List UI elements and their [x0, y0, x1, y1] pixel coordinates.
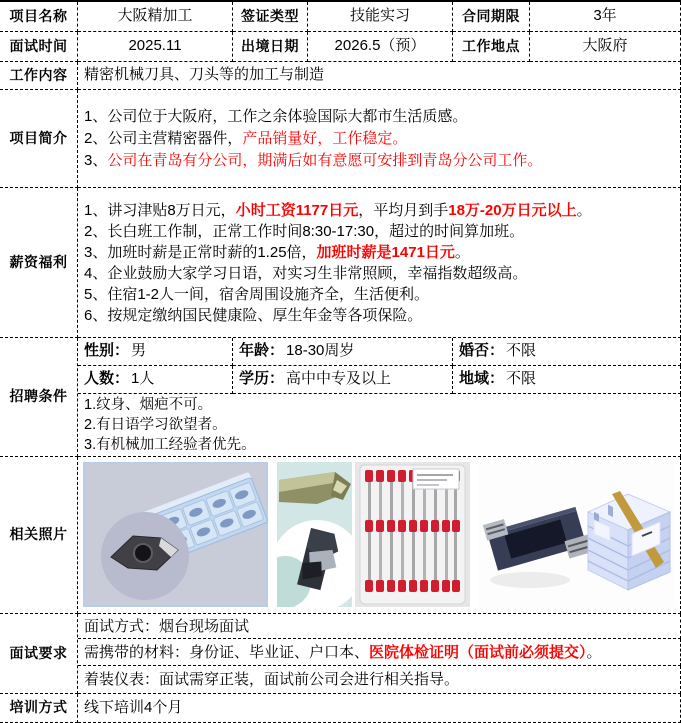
project-intro-line: 3、公司在青岛有分公司，期满后如有意愿可安排到青岛分公司工作。: [84, 151, 543, 169]
dress-code-row: [78, 666, 681, 694]
salary-line: 2、长白班工作制，正常工作时间8:30-17:30，超过的时间算加班。: [84, 222, 525, 240]
photos-label: 相关照片: [0, 457, 78, 614]
interview-time-label: 面试时间: [0, 32, 78, 62]
recruit-conditions-label: 招聘条件: [0, 338, 78, 457]
salary-line: 4、企业鼓励大家学习日语，对实习生非常照顾，幸福指数超级高。: [84, 264, 528, 282]
marital-status-value: 不限: [506, 342, 537, 360]
education-cell: [233, 366, 453, 394]
contract-term-label: 合同期限: [453, 2, 530, 32]
interview-method-text: 面试方式：烟台现场面试: [84, 617, 250, 635]
recruit-note: 2.有日语学习欲望者。: [84, 417, 227, 433]
work-content-label: 工作内容: [0, 62, 78, 90]
gender-value: 男: [131, 342, 147, 360]
salary-line: 1、讲习津贴8万日元，小时工资1177日元，平均月到手18万-20万日元以上。: [84, 201, 592, 219]
education-value: 高中中专及以上: [286, 370, 392, 388]
bagged-carbide-rods-photo: [355, 462, 470, 607]
gender-label: 性别：: [84, 342, 130, 360]
interview-requirements-label: 面试要求: [0, 614, 78, 694]
education-label: 学历：: [239, 370, 285, 388]
training-method-value: 线下培训4个月: [78, 694, 681, 723]
headcount-label: 人数：: [84, 370, 130, 388]
project-intro-line: 1、公司位于大阪府，工作之余体验国际大都市生活质感。: [84, 107, 468, 125]
interview-method-row: [78, 614, 681, 639]
project-name-value: 大阪精加工: [78, 2, 233, 32]
project-intro-line: 2、公司主营精密器件，产品销量好，工作稳定。: [84, 129, 408, 147]
project-name-label: 项目名称: [0, 2, 78, 32]
departure-date-label: 出境日期: [233, 32, 308, 62]
recruit-notes: [78, 394, 681, 457]
interview-time-value: 2025.11: [78, 32, 233, 62]
region-label: 地域：: [459, 370, 505, 388]
departure-date-value: 2026.5（预）: [308, 32, 453, 62]
required-materials-text: 需携带的材料：身份证、毕业证、户口本、医院体检证明（面试前必须提交）。: [84, 643, 602, 661]
project-intro-label: 项目简介: [0, 90, 78, 188]
salary-line: 3、加班时薪是正常时薪的1.25倍，加班时薪是1471日元。: [84, 243, 470, 261]
work-location-value: 大阪府: [530, 32, 681, 62]
grooving-tool-and-box-stack-photo: [478, 462, 675, 607]
work-location-label: 工作地点: [453, 32, 530, 62]
recruit-note: 3.有机械加工经验者优先。: [84, 437, 256, 453]
project-intro-content: [78, 90, 681, 188]
training-method-label: 培训方式: [0, 694, 78, 723]
region-cell: [453, 366, 681, 394]
milling-cutters-photo: [277, 462, 352, 607]
headcount-value: 1人: [131, 370, 155, 388]
required-materials-row: [78, 639, 681, 666]
headcount-cell: [78, 366, 233, 394]
salary-benefits-label: 薪资福利: [0, 188, 78, 338]
cutting-insert-and-tray-photo: [83, 462, 268, 607]
marital-status-cell: [453, 338, 681, 366]
recruit-note: 1.纹身、烟疤不可。: [84, 397, 213, 413]
work-content-value: 精密机械刀具、刀头等的加工与制造: [78, 62, 681, 90]
salary-line: 5、住宿1-2人一间，宿舍周围设施齐全，生活便利。: [84, 285, 430, 303]
visa-type-value: 技能实习: [308, 2, 453, 32]
visa-type-label: 签证类型: [233, 2, 308, 32]
marital-status-label: 婚否：: [459, 342, 505, 360]
dress-code-text: 着装仪表：面试需穿正装，面试前公司会进行相关指导。: [84, 671, 460, 688]
age-cell: [233, 338, 453, 366]
gender-cell: [78, 338, 233, 366]
salary-benefits-content: [78, 188, 681, 338]
contract-term-value: 3年: [530, 2, 681, 32]
photos-strip: [78, 457, 681, 614]
age-value: 18-30周岁: [286, 342, 355, 360]
region-value: 不限: [506, 370, 537, 388]
age-label: 年龄：: [239, 342, 285, 360]
salary-line: 6、按规定缴纳国民健康险、厚生年金等各项保险。: [84, 306, 423, 324]
